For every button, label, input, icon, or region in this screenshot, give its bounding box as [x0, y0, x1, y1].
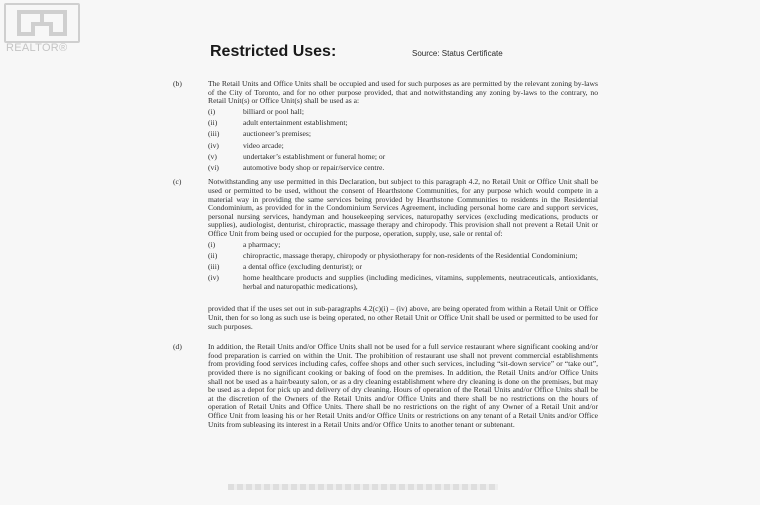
section-d: [173, 343, 598, 429]
item-text: automotive body shop or repair/service centre.: [243, 162, 385, 172]
item-text: video arcade;: [243, 140, 284, 150]
item-number: (iv): [208, 273, 219, 283]
section-c: [173, 178, 598, 238]
source-note: Source: Status Certificate: [412, 49, 503, 58]
item-number: (vi): [208, 162, 219, 172]
section-letter: (b): [173, 79, 182, 88]
list-item: [208, 142, 598, 151]
item-number: (i): [208, 240, 216, 249]
item-text: auctioneer’s premises;: [243, 129, 311, 139]
item-number: (v): [208, 151, 217, 161]
item-text: home healthcare products and supplies (including medicines, vitamins, supplements, neutraceuticals, antioxidants, herbal and naturopathic medications),: [243, 273, 598, 291]
section-text: The Retail Units and Office Units shall be occupied and used for such purposes as are permitted by the relevant zoning by-laws of the City of Toronto, and for no other purpose provided, that and notwithstanding any zoning by-laws to the contrary, no Retail Unit(s) or Office Unit(s) shall be used as a:: [208, 79, 598, 106]
item-number: (iii): [208, 129, 220, 139]
item-number: (iii): [208, 262, 220, 272]
document-body: [173, 80, 598, 429]
list-item: [208, 153, 598, 162]
item-text: chiropractic, massage therapy, chiropody or physiotherapy for non-residents of the Residential Condominium;: [243, 251, 578, 261]
item-number: (ii): [208, 251, 218, 261]
realtor-wordmark: REALTOR®: [6, 42, 68, 54]
page-footer-artifact: [228, 484, 498, 490]
item-text: a dental office (excluding denturist); or: [243, 262, 362, 272]
list-item: [208, 119, 598, 128]
section-text: Notwithstanding any use permitted in this Declaration, but subject to this paragraph 4.2, no Retail Unit or Office Unit shall be used or permitted to be used, without the consent of Hearthstone Communities, for any purpose which would compete in a material way in providing the same services being provided by Hearthstone Communities to residents in the Residential Condominium, as provided for in the Condominium Services Agreement, including personal home care and support services, personal nursing services, handyman and housekeeping services, naturopathy services (excluding medications, products or supplies), audiologist, denturist, chiropractic, massage therapy and chiropody. This provision shall not prevent a Retail Unit or Office Unit from being used or occupied for the purpose, operation, supply, use, sale or rental of:: [208, 177, 598, 238]
list-item: [208, 164, 598, 173]
section-b-list: [208, 108, 598, 172]
item-number: (i): [208, 107, 216, 117]
list-item: [208, 108, 598, 117]
section-c-list: [208, 241, 598, 291]
list-item: [208, 274, 598, 291]
item-number: (iv): [208, 140, 219, 150]
section-text: In addition, the Retail Units and/or Office Units shall not be used for a full service restaurant where significant cooking and/or food preparation is carried on within the Unit. The prohibition of restaurant use shall not prevent commercial establishments from providing food services including cafes, coffee shops and other such services, including “sit-down service” or “take out”, provided there is no significant cooking or baking of food on the premises. In addition, the Retail Units and/or Office Units shall not be used as a hair/beauty salon, or as a dry cleaning establishment where dry cleaning is done on the premises, but may be used as a depot for pick up and delivery of dry cleaning. Hours of operation of the Retail Units and/or Office Units shall be at the discretion of the Owners of the Retail Units and/or Office Units and there shall be no restrictions on the hours of operation of Retail Units and Office Units. There shall be no restrictions on the right of any Owner of a Retail Unit and/or Office Unit from leasing his or her Retail Units and/or Office Units or restrictions on any tenant of a Retail Units and/or Office Units from subleasing its interest in a Retail Units and/or Office Units to another tenant or subtenant.: [208, 342, 598, 429]
item-text: billiard or pool hall;: [243, 107, 304, 117]
realtor-logo: [4, 3, 88, 53]
list-item: [208, 241, 598, 250]
section-letter: (c): [173, 177, 182, 187]
item-text: undertaker’s establishment or funeral home; or: [243, 151, 386, 161]
page-title: Restricted Uses:: [210, 43, 337, 60]
list-item: [208, 130, 598, 139]
item-text: adult entertainment establishment;: [243, 118, 348, 128]
list-item: [208, 252, 598, 261]
list-item: [208, 263, 598, 272]
realtor-house-icon: [4, 3, 80, 43]
section-b: [173, 80, 598, 106]
item-text: a pharmacy;: [243, 240, 281, 249]
item-number: (ii): [208, 118, 218, 128]
section-letter: (d): [173, 342, 182, 352]
section-c-proviso: provided that if the uses set out in sub-paragraphs 4.2(c)(i) – (iv) above, are being operated from within a Retail Unit or Office Unit, then for so long as such use is being operated, no other Retail Unit or Office Unit shall be used or permitted to be used for such purposes.: [208, 304, 598, 331]
